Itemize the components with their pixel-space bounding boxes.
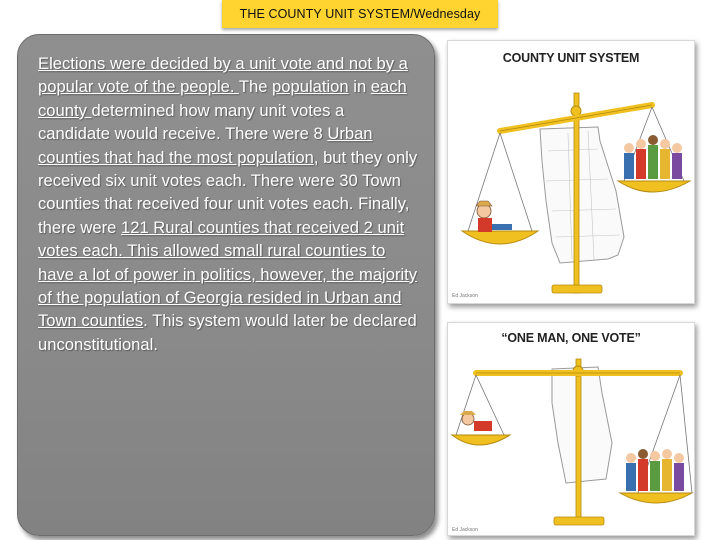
body-text-segment: , but they only received six unit votes each. There were 30 Town counties that received four unit votes each. Finally, there were xyxy=(38,147,418,237)
body-text-segment: population xyxy=(272,77,349,97)
slide-title-bar xyxy=(222,0,498,28)
cartoon-credit: Ed Jackson xyxy=(452,527,478,533)
body-text-segment: Urban counties that had the most population xyxy=(38,124,373,167)
body-text-segment: The xyxy=(238,77,273,97)
body-text-segment: in xyxy=(348,77,371,97)
georgia-map xyxy=(552,367,612,483)
cartoon-title: “ONE MAN, ONE VOTE” xyxy=(501,331,641,345)
cartoon-county-unit-system xyxy=(447,40,695,304)
scale-illustration-balanced xyxy=(448,323,694,535)
body-text-segment: each county xyxy=(38,77,407,120)
scale-illustration-unbalanced xyxy=(448,41,694,303)
cartoon-title: COUNTY UNIT SYSTEM xyxy=(502,51,640,65)
slide-title: THE COUNTY UNIT SYSTEM/Wednesday xyxy=(239,7,481,21)
cartoon-one-man-one-vote xyxy=(447,322,695,536)
cartoon-credit: Ed Jackson xyxy=(452,293,478,299)
body-paragraph xyxy=(38,52,418,356)
body-text-segment: 121 Rural counties that received 2 unit votes each. This allowed small rural counties to have a lot of power in politics, however, the majority of the population of Georgia resided in Urban and Town counties xyxy=(38,217,418,331)
body-text-segment: Elections were decided by a unit vote and not by a popular vote of the people. xyxy=(38,54,408,97)
body-text-segment: . This system would later be declared unconstitutional. xyxy=(38,311,417,354)
georgia-map xyxy=(540,127,624,263)
body-text-segment: determined how many unit votes a candidate would receive. There were 8 xyxy=(38,100,345,144)
